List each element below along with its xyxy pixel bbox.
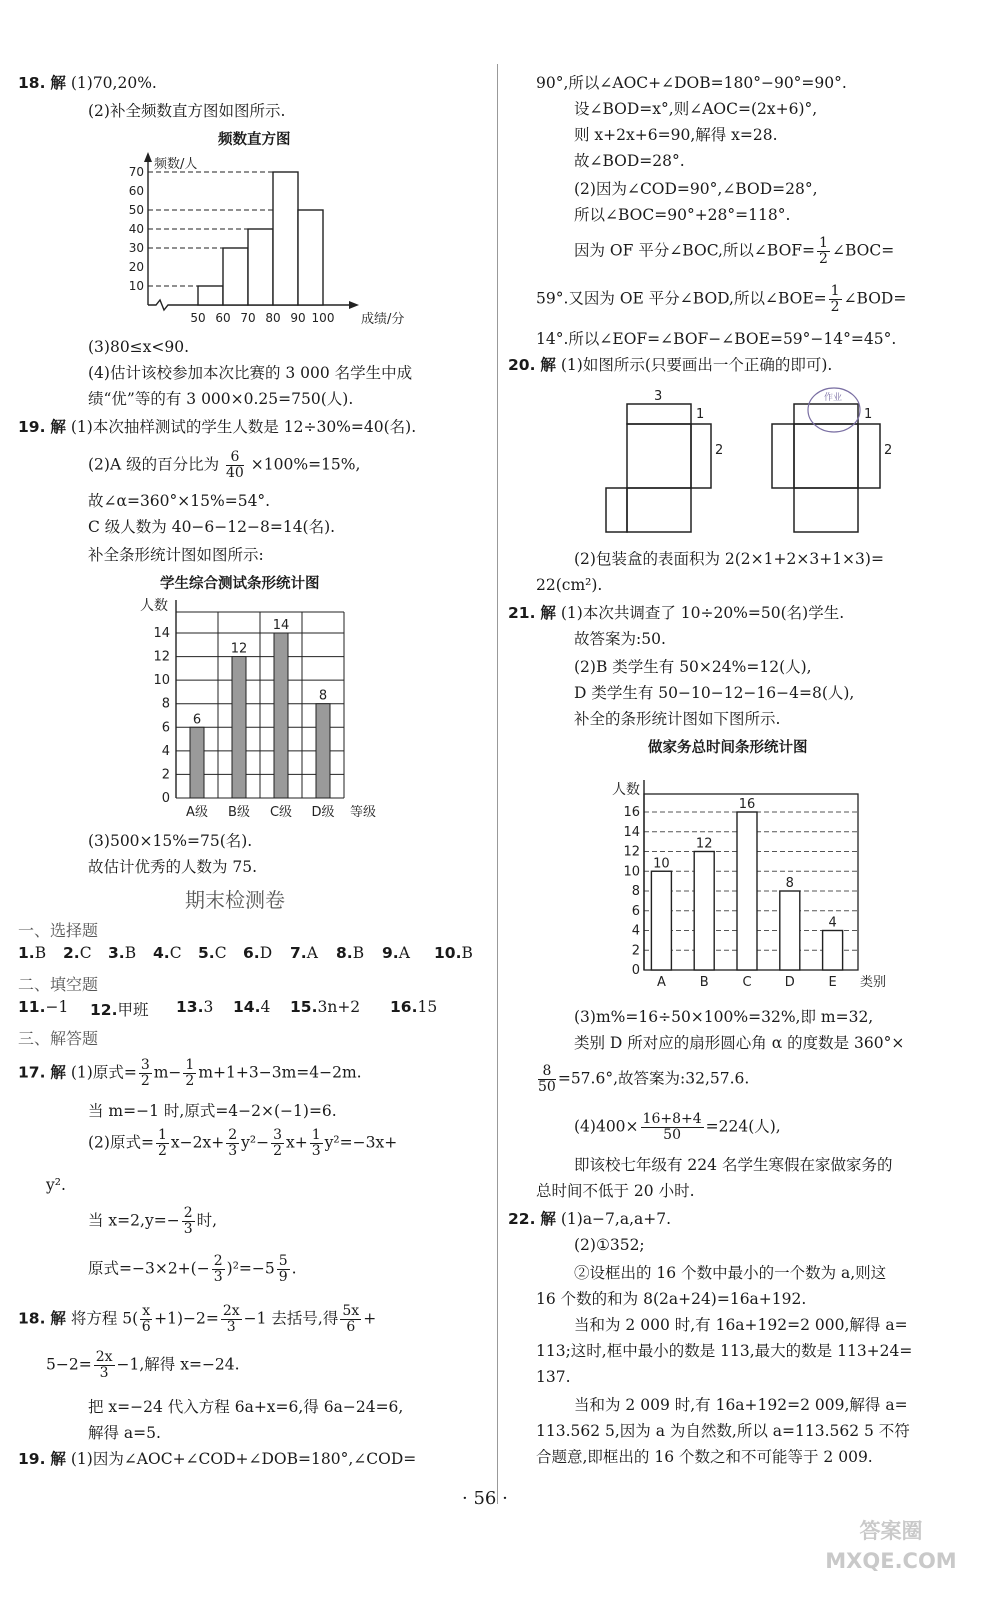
q18b-line-3: 把 x=−24 代入方程 6a+x=6,得 6a−24=6, [88, 1398, 404, 1416]
q19-line-7: 故估计优秀的人数为 75. [88, 858, 258, 876]
bar-chart-1-bar [316, 704, 330, 798]
bar-chart-2-category-label: D [784, 975, 795, 990]
histogram-x-tick-label: 60 [215, 311, 231, 325]
q17-line-1: 17. 解 (1)原式= $\frac{3}{2}$ m− $\frac{1}{2}$ m+1+3−3m=4−2m. [18, 1057, 362, 1089]
q22-line-7: 137. [536, 1368, 571, 1386]
q21-line-1: 21. 解 (1)本次共调查了 10÷20%=50(名)学生. [508, 604, 845, 622]
fill-item: 16.15 [390, 998, 438, 1016]
fraction: $\frac{1}{2}$ [830, 283, 840, 315]
q21-line-2: 故答案为:50. [574, 630, 666, 648]
q22-line-2: (2)①352; [574, 1236, 645, 1254]
fraction: $\frac{2x}{3}$ [95, 1349, 113, 1381]
histogram-x-tick-label: 90 [290, 311, 306, 325]
fill-answers [18, 998, 478, 1020]
net1-face [627, 488, 691, 532]
net2-label-2: 2 [884, 443, 893, 458]
q22-line-3: ②设框出的 16 个数中最小的一个数为 a,则这 [574, 1264, 887, 1282]
bar-chart-1 [128, 594, 398, 826]
exam-title: 期末检测卷 [185, 888, 285, 912]
q19-line-3: 故∠α=360°×15%=54°. [88, 492, 271, 510]
fraction: $\frac{x}{6}$ [141, 1303, 151, 1335]
bar-chart-1-y-tick-label: 14 [153, 626, 170, 641]
net2-face [858, 424, 880, 488]
bar-chart-1-title: 学生综合测试条形统计图 [160, 576, 320, 592]
bar-chart-2-bar [780, 891, 800, 970]
q19-line-2: (2)A 级的百分比为 $\frac{6}{40}$ ×100%=15%, [88, 449, 361, 481]
q19b-line-3: 设∠BOD=x°,则∠AOC=(2x+6)°, [574, 100, 818, 118]
bar-chart-1-data-label: 8 [318, 688, 328, 704]
q19b-line-6: (2)因为∠COD=90°,∠BOD=28°, [574, 180, 818, 198]
net1-label-3: 3 [654, 389, 663, 404]
q21-line-3: (2)B 类学生有 50×24%=12(人), [574, 658, 812, 676]
histogram-bar [223, 248, 248, 305]
fraction: $\frac{3}{2}$ [140, 1057, 150, 1089]
fraction: $\frac{16+8+4}{50}$ [642, 1111, 702, 1143]
q19-line-5: 补全条形统计图如图所示: [88, 546, 264, 564]
bar-chart-1-x-axis-label: 等级 [350, 805, 377, 820]
histogram-y-tick-label: 50 [128, 203, 144, 217]
q17-line-4: y². [46, 1176, 66, 1194]
bar-chart-2-y-axis-label: 人数 [612, 782, 640, 798]
bar-chart-1-category-label: A级 [186, 805, 208, 820]
choice-item: 8.B [336, 944, 365, 962]
bar-chart-2-y-tick-label: 10 [623, 864, 640, 880]
bar-chart-2-bar [651, 871, 671, 970]
net2-label-1: 1 [864, 407, 873, 422]
bar-chart-1-y-tick-label: 12 [153, 649, 170, 665]
q19b-line-9: 59°.又因为 OE 平分∠BOD,所以∠BOE= $\frac{1}{2}$ ∠BOD= [536, 283, 907, 315]
q19b-line-2: 90°,所以∠AOC+∠DOB=180°−90°=90°. [536, 74, 847, 92]
bar-chart-2-data-label: 12 [695, 836, 713, 852]
q21-line-10: 即该校七年级有 224 名学生寒假在家做家务的 [574, 1156, 893, 1174]
choice-item: 6.D [243, 944, 273, 962]
net2-face [794, 488, 858, 532]
bar-chart-2-y-tick-label: 14 [623, 824, 640, 840]
choice-answers [18, 944, 478, 966]
fraction: $\frac{2}{3}$ [213, 1253, 223, 1285]
bar-chart-1-bar [190, 727, 204, 798]
q21-line-9: (4)400× $\frac{16+8+4}{50}$ =224(人), [574, 1111, 781, 1143]
bar-chart-2-y-tick-label: 8 [631, 884, 640, 899]
bar-chart-2-category-label: C [742, 975, 752, 990]
fill-item: 15.3n+2 [290, 998, 361, 1016]
fraction: $\frac{1}{2}$ [157, 1127, 167, 1159]
bar-chart-1-bar [232, 657, 246, 798]
histogram-y-tick-label: 30 [128, 241, 144, 255]
column-divider [497, 64, 498, 1504]
q22-line-5: 当和为 2 000 时,有 16a+192=2 000,解得 a= [574, 1316, 908, 1334]
bar-chart-2-category-label: E [828, 975, 837, 990]
q19-line-1: 19. 解 (1)本次抽样测试的学生人数是 12÷30%=40(名). [18, 418, 417, 436]
histogram-y-tick-label: 20 [128, 260, 144, 274]
q19-line-6: (3)500×15%=75(名). [88, 832, 253, 850]
q17-line-3: (2)原式= $\frac{1}{2}$ x−2x+ $\frac{2}{3}$ y²− $\frac{3}{2}$ x+ $\frac{1}{3}$ y²=−3x+ [88, 1127, 398, 1159]
q18b-line-4: 解得 a=5. [88, 1424, 161, 1442]
choice-item: 1.B [18, 944, 47, 962]
choice-item: 2.C [63, 944, 92, 962]
bar-chart-2-y-tick-label: 16 [623, 805, 640, 820]
histogram-y-axis-label: 频数/人 [154, 157, 198, 172]
q21-line-11: 总时间不低于 20 小时. [536, 1182, 695, 1200]
bar-chart-2-y-tick-label: 0 [631, 963, 640, 978]
q21-line-8: $\frac{8}{50}$ =57.6°,故答案为:32,57.6. [538, 1063, 750, 1095]
bar-chart-2 [608, 778, 908, 996]
q22-line-8: 当和为 2 009 时,有 16a+192=2 009,解得 a= [574, 1396, 908, 1414]
fill-item: 11.−1 [18, 998, 69, 1016]
bar-chart-2-bar [694, 852, 714, 971]
histogram-x-tick-label: 100 [311, 311, 335, 325]
q19b-line-7: 所以∠BOC=90°+28°=118°. [574, 206, 791, 224]
fraction: $\frac{6}{40}$ [226, 449, 244, 481]
bar-chart-1-y-tick-label: 4 [161, 743, 170, 759]
box-net-diagrams [596, 384, 906, 536]
fraction: $\frac{2}{3}$ [228, 1127, 238, 1159]
q17-line-2: 当 m=−1 时,原式=4−2×(−1)=6. [88, 1102, 337, 1120]
bar-chart-2-data-label: 8 [785, 876, 794, 891]
fraction: $\frac{1}{3}$ [311, 1127, 321, 1159]
bar-chart-1-bar [274, 633, 288, 798]
q17-line-6: 原式=−3×2+(− $\frac{2}{3}$ )²=−5 $\frac{5}{9}$ . [88, 1253, 297, 1285]
histogram-chart [110, 150, 410, 335]
bar-chart-2-bar [737, 812, 757, 970]
watermark: 答案圈 MXQE.COM [825, 1519, 957, 1573]
choice-item: 3.B [108, 944, 137, 962]
choice-item: 10.B [434, 944, 473, 962]
bar-chart-1-category-label: B级 [228, 805, 250, 820]
page-number: · 56 · [462, 1488, 508, 1509]
choice-item: 7.A [290, 944, 318, 962]
fraction: $\frac{8}{50}$ [538, 1063, 556, 1095]
histogram-bar [248, 229, 273, 305]
net2-face [794, 424, 858, 488]
bar-chart-1-y-tick-label: 8 [161, 696, 170, 712]
histogram-x-tick-label: 70 [240, 311, 256, 325]
section-choice: 一、选择题 [18, 921, 99, 940]
arrow-icon [349, 301, 359, 309]
q18-line-5: 绩“优”等的有 3 000×0.25=750(人). [88, 390, 354, 408]
bar-chart-2-data-label: 16 [738, 797, 756, 812]
bar-chart-1-y-axis-label: 人数 [140, 598, 168, 614]
q19-line-4: C 级人数为 40−6−12−8=14(名). [88, 518, 336, 536]
fraction: $\frac{5x}{6}$ [342, 1303, 360, 1335]
q22-line-10: 合题意,即框出的 16 个数之和不可能等于 2 009. [536, 1448, 873, 1466]
bar-chart-1-y-tick-label: 6 [161, 720, 170, 736]
q21-line-7: 类别 D 所对应的扇形圆心角 α 的度数是 360°× [574, 1034, 905, 1052]
q21-line-4: D 类学生有 50−10−12−16−4=8(人), [574, 684, 855, 702]
fill-item: 12.甲班 [90, 1001, 149, 1019]
section-fill: 二、填空题 [18, 975, 99, 994]
histogram-y-tick-label: 60 [128, 184, 144, 198]
q18b-line-2: 5−2= $\frac{2x}{3}$ −1,解得 x=−24. [46, 1349, 240, 1381]
fill-item: 14.4 [233, 998, 271, 1016]
net1-face [627, 424, 691, 488]
choice-item: 4.C [153, 944, 182, 962]
choice-item: 5.C [198, 944, 227, 962]
fraction: $\frac{5}{9}$ [278, 1253, 288, 1285]
q18-line-3: (3)80≤x<90. [88, 338, 190, 356]
bar-chart-2-y-tick-label: 2 [631, 943, 640, 959]
net2-face [772, 424, 794, 488]
bar-chart-1-category-label: C级 [269, 805, 293, 820]
bar-chart-2-data-label: 4 [828, 915, 837, 931]
arrow-icon [144, 152, 152, 162]
net1-face [691, 424, 711, 488]
bar-chart-2-title: 做家务总时间条形统计图 [648, 740, 808, 756]
net2-face [794, 404, 858, 424]
bar-chart-1-data-label: 14 [272, 618, 290, 633]
q20-line-2: (2)包装盒的表面积为 2(2×1+2×3+1×3)= [574, 550, 884, 568]
q19b-line-10: 14°.所以∠EOF=∠BOF−∠BOE=59°−14°=45°. [536, 330, 897, 348]
q19b-line-1: 19. 解 (1)因为∠AOC+∠COD+∠DOB=180°,∠COD= [18, 1450, 417, 1468]
bar-chart-1-y-tick-label: 2 [161, 767, 170, 783]
bar-chart-2-data-label: 10 [653, 856, 670, 872]
net1-label-2: 2 [715, 443, 724, 458]
q18-line-1: 18. 解 (1)70,20%. [18, 74, 157, 92]
q22-line-1: 22. 解 (1)a−7,a,a+7. [508, 1210, 672, 1228]
q22-line-9: 113.562 5,因为 a 为自然数,所以 a=113.562 5 不符 [536, 1422, 910, 1440]
histogram-x-tick-label: 80 [265, 311, 281, 325]
q22-line-6: 113;这时,框中最小的数是 113,最大的数是 113+24= [536, 1342, 913, 1360]
q19b-line-4: 则 x+2x+6=90,解得 x=28. [574, 126, 778, 144]
q19b-line-5: 故∠BOD=28°. [574, 152, 685, 170]
bar-chart-2-category-label: B [699, 975, 709, 990]
fill-item: 13.3 [176, 998, 214, 1016]
q19b-line-8: 因为 OF 平分∠BOC,所以∠BOF= $\frac{1}{2}$ ∠BOC= [574, 235, 895, 267]
histogram-y-tick-label: 70 [128, 165, 144, 179]
fraction: $\frac{3}{2}$ [273, 1127, 283, 1159]
net1-label-1: 1 [696, 407, 705, 422]
bar-chart-1-category-label: D级 [311, 805, 335, 820]
bar-chart-1-y-tick-label: 10 [153, 673, 170, 689]
q22-line-4: 16 个数的和为 8(2a+24)=16a+192. [536, 1290, 807, 1308]
choice-item: 9.A [382, 944, 410, 962]
stamp-text: 作业 [824, 393, 843, 403]
q18b-line-1: 18. 解 将方程 5( $\frac{x}{6}$ +1)−2= $\frac{2x}{3}$ −1 去括号,得 $\frac{5x}{6}$ + [18, 1303, 377, 1335]
histogram-y-tick-label: 10 [128, 279, 144, 293]
q21-line-6: (3)m%=16÷50×100%=32%,即 m=32, [574, 1008, 874, 1026]
histogram-y-tick-label: 40 [128, 222, 144, 236]
q18-line-2: (2)补全频数直方图如图所示. [88, 102, 286, 120]
q20-line-1: 20. 解 (1)如图所示(只要画出一个正确的即可). [508, 356, 833, 374]
histogram-title: 频数直方图 [218, 132, 291, 148]
fraction: $\frac{1}{2}$ [819, 235, 828, 267]
q20-line-3: 22(cm²). [536, 576, 603, 594]
histogram-bar [298, 210, 323, 305]
bar-chart-1-data-label: 6 [192, 712, 202, 728]
fraction: $\frac{2x}{3}$ [222, 1303, 240, 1335]
fraction: $\frac{1}{2}$ [185, 1057, 195, 1089]
bar-chart-2-x-axis-label: 类别 [860, 975, 887, 990]
net1-face [627, 404, 691, 424]
bar-chart-2-y-tick-label: 12 [623, 844, 640, 860]
bar-chart-1-y-tick-label: 0 [161, 791, 170, 806]
bar-chart-2-bar [823, 931, 843, 971]
histogram-bar [273, 172, 298, 305]
bar-chart-2-y-tick-label: 6 [631, 903, 640, 919]
bar-chart-2-category-label: A [656, 975, 666, 990]
bar-chart-1-data-label: 12 [230, 641, 248, 657]
histogram-x-tick-label: 50 [190, 311, 206, 325]
histogram-bar [198, 286, 223, 305]
fraction: $\frac{2}{3}$ [183, 1205, 193, 1237]
net1-face [606, 488, 627, 532]
bar-chart-2-y-tick-label: 4 [631, 923, 640, 939]
q17-line-5: 当 x=2,y=− $\frac{2}{3}$ 时, [88, 1205, 218, 1237]
histogram-x-axis-label: 成绩/分 [361, 312, 405, 327]
q21-line-5: 补全的条形统计图如下图所示. [574, 710, 781, 728]
section-solve: 三、解答题 [18, 1029, 99, 1048]
q18-line-4: (4)估计该校参加本次比赛的 3 000 名学生中成 [88, 364, 413, 382]
